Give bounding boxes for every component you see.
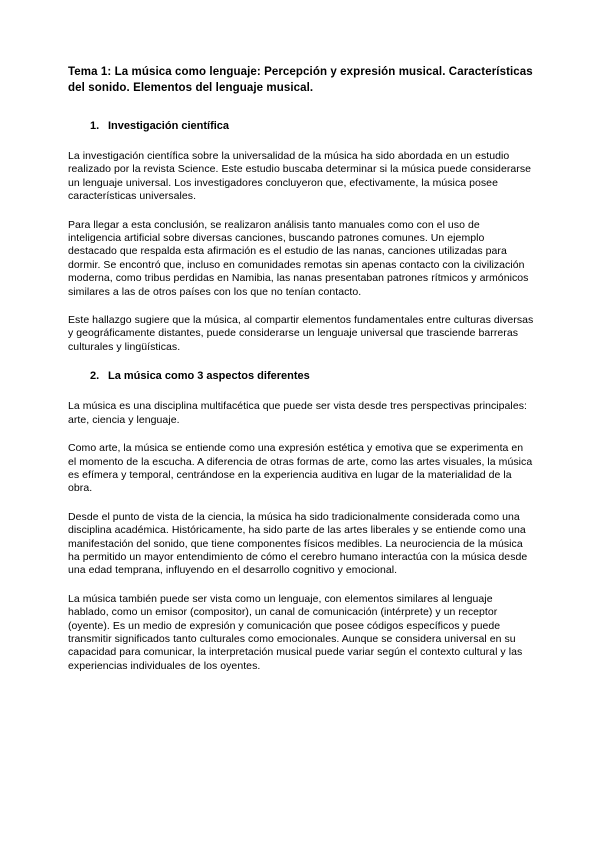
section-investigacion-cientifica: [68, 119, 534, 354]
paragraph: La música también puede ser vista como un lenguaje, con elementos similares al lenguaje hablado, como un emisor (compositor), un canal de comunicación (intérprete) y un receptor (oyente). Es un medio de expresión y comunicación que posee códigos específicos y puede transmitir significados tanto culturales como emocionales. Aunque se considera universal en su capacidad para comunicar, la interpretación musical puede variar según el contexto cultural y las experiencias individuales de los oyentes.: [68, 592, 523, 672]
section-2-heading: [68, 369, 534, 383]
paragraph: Para llegar a esta conclusión, se realizaron análisis tanto manuales como con el uso de inteligencia artificial sobre diversas canciones, buscando patrones comunes. Un ejemplo destacado que respalda esta afirmación es el estudio de las nanas, canciones utilizadas para dormir. Se encontró que, incluso en comunidades remotas sin apenas contacto con la civilización moderna, como tribus perdidas en Namibia, las nanas presentaban patrones rítmicos y armónicos similares a las de otros países con los que no tenían contacto.: [68, 218, 529, 298]
paragraph: La música es una disciplina multifacética que puede ser vista desde tres perspectivas principales: arte, ciencia y lenguaje.: [68, 400, 527, 426]
paragraph: Este hallazgo sugiere que la música, al compartir elementos fundamentales entre culturas diversas y geográficamente distantes, puede considerarse un lenguaje universal que trasciende barreras culturales y lingüísticas.: [68, 314, 534, 353]
section-1-heading-label: Investigación científica: [108, 120, 230, 132]
section-2-number: 2.: [90, 370, 100, 383]
section-2-heading-label: La música como 3 aspectos diferentes: [108, 370, 310, 383]
document-title: Tema 1: La música como lenguaje: Percepción y expresión musical. Características del sonido. Elementos del lenguaje musical.: [68, 66, 533, 94]
section-1-heading: [68, 119, 534, 133]
section-1-number: 1.: [90, 120, 100, 132]
paragraph: Desde el punto de vista de la ciencia, la música ha sido tradicionalmente considerada como una disciplina académica. Históricamente, ha sido parte de las artes liberales y se entiende como una manifestación del sonido, que tiene componentes físicos medibles. La neurociencia de la música ha permitido un mayor entendimiento de cómo el cerebro humano interactúa con la música desde una edad temprana, influyendo en el desarrollo cognitivo y emocional.: [68, 510, 528, 577]
section-musica-3-aspectos: [68, 369, 534, 673]
paragraph: Como arte, la música se entiende como una expresión estética y emotiva que se experimenta en el momento de la escucha. A diferencia de otras formas de arte, como las artes visuales, la música es efímera y temporal, centrándose en la experiencia auditiva en lugar de la materialidad de la obra.: [68, 442, 533, 495]
paragraph: La investigación científica sobre la universalidad de la música ha sido abordada en un estudio realizado por la revista Science. Este estudio buscaba determinar si la música puede considerarse un lenguaje universal. Los investigadores concluyeron que, efectivamente, la música posee características universales.: [68, 150, 532, 203]
